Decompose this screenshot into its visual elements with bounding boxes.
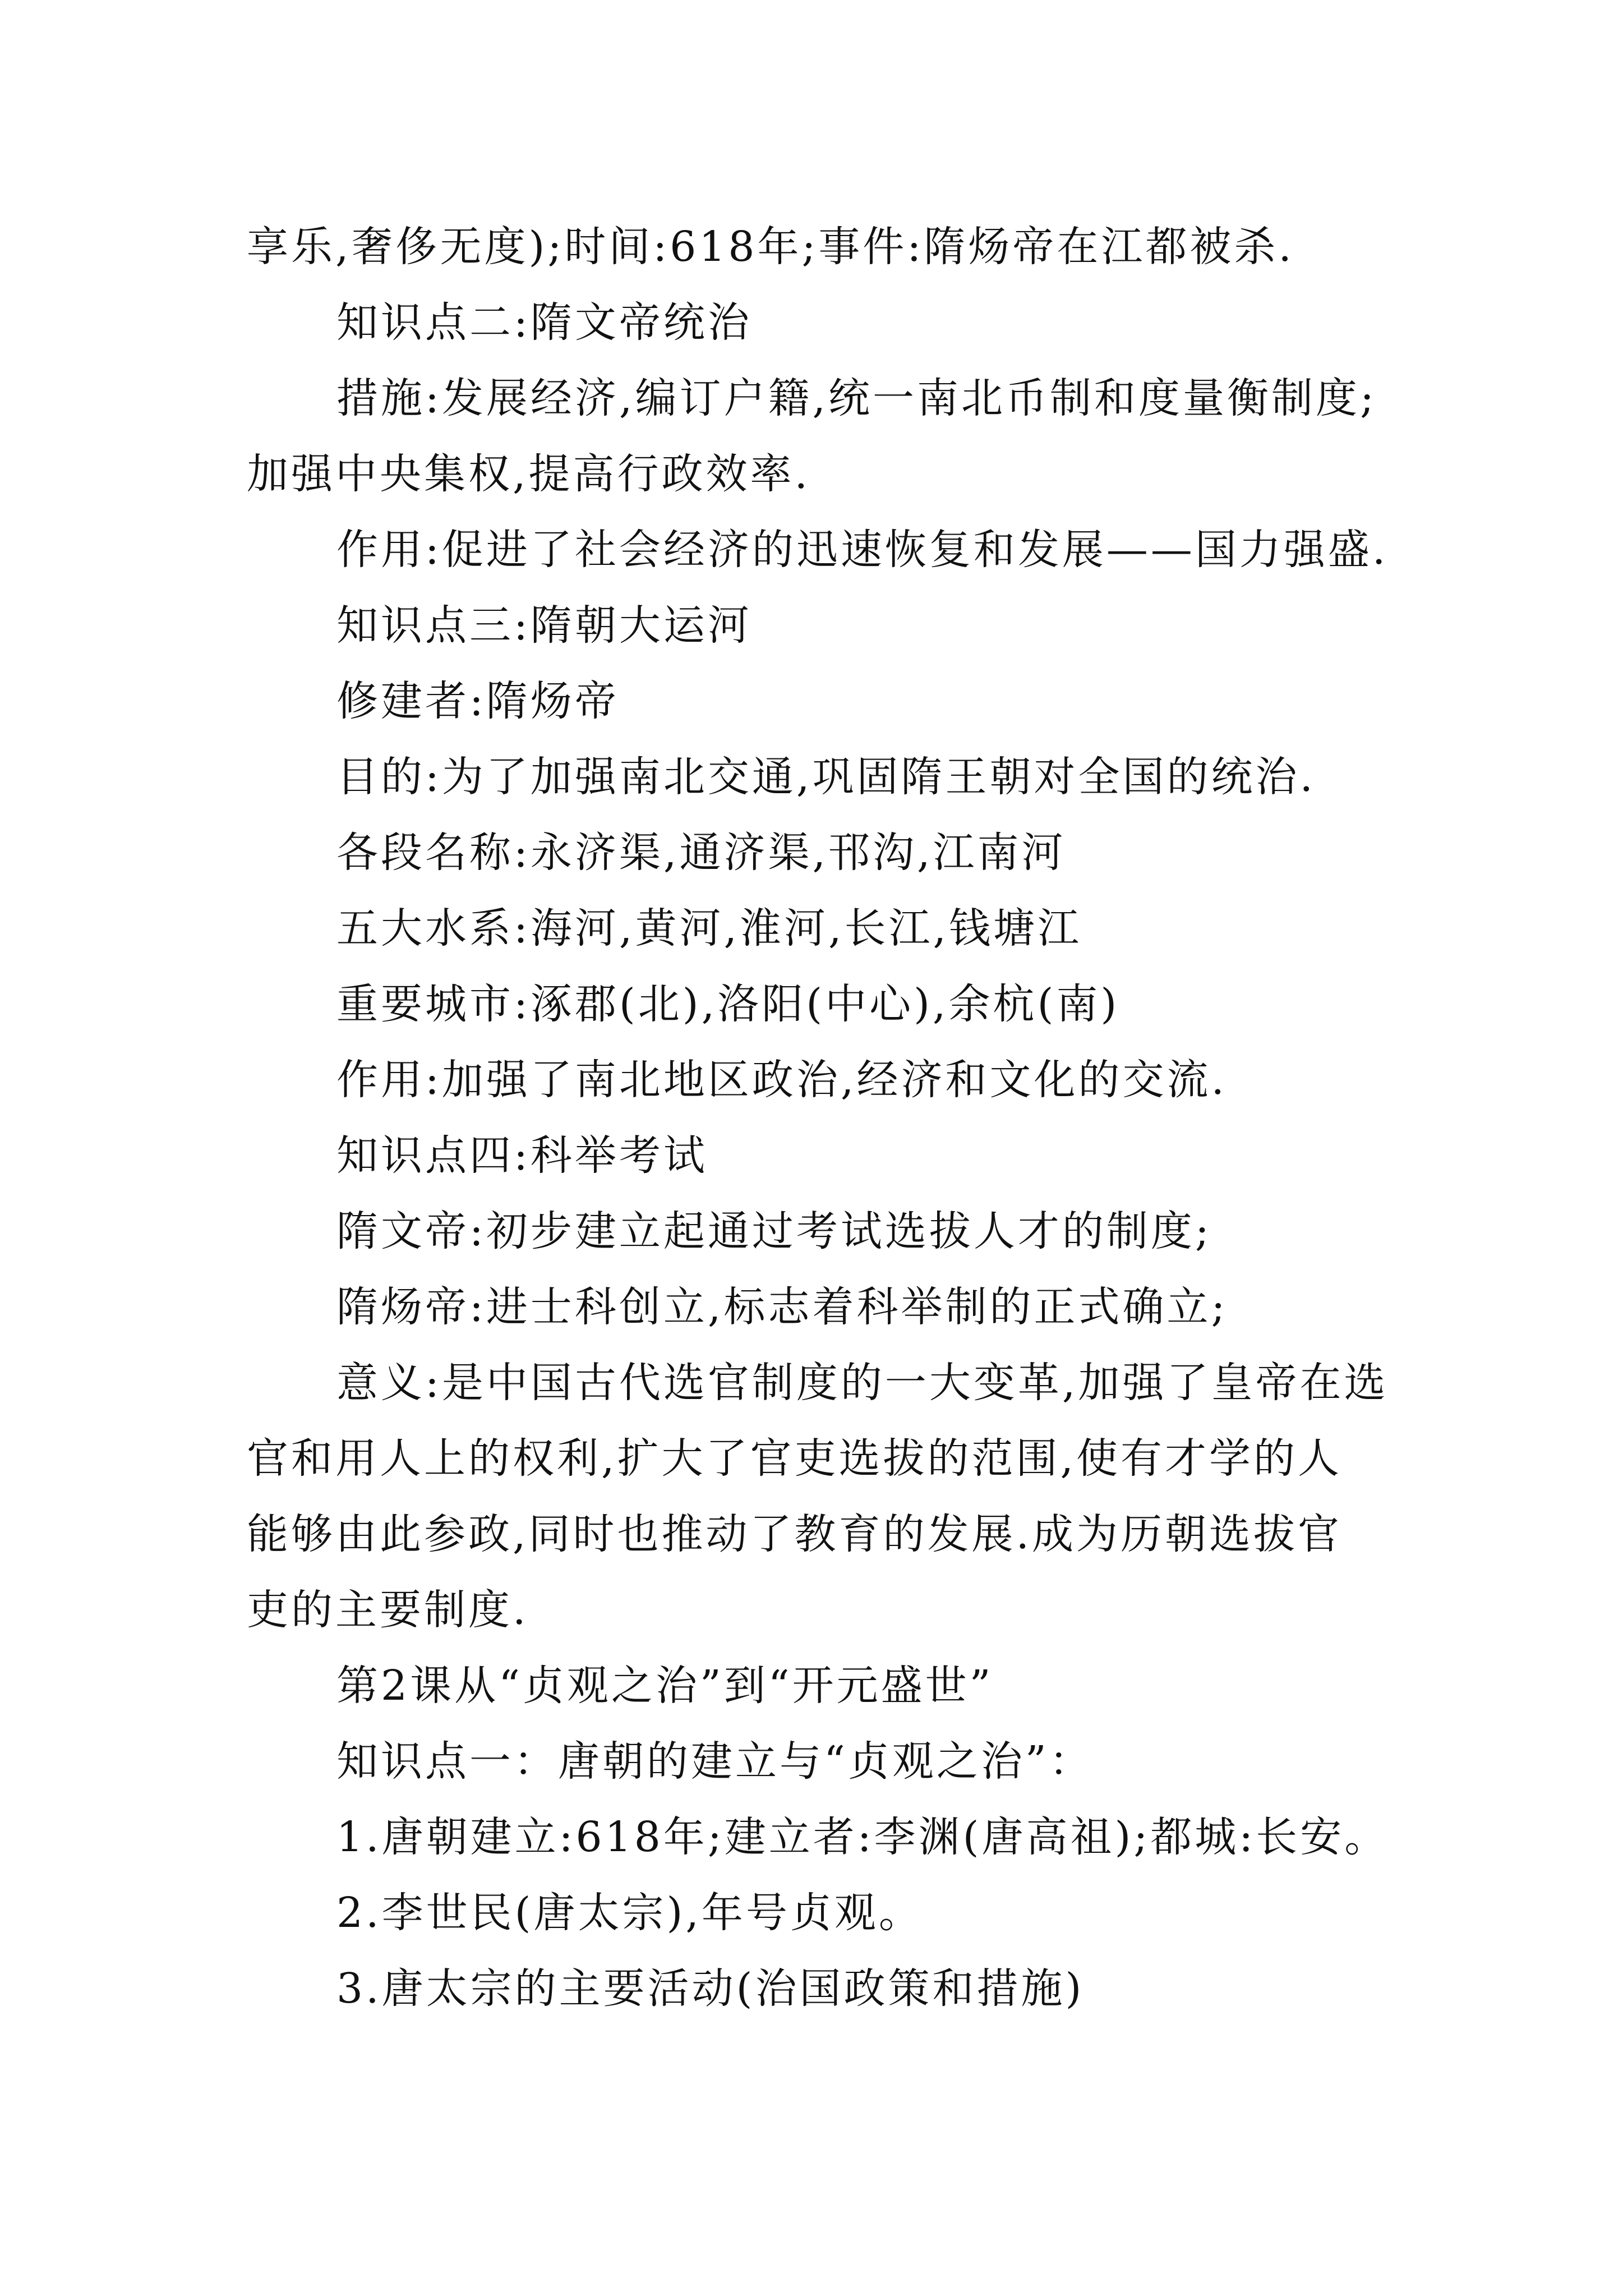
text-line: 能够由此参政,同时也推动了教育的发展.成为历朝选拔官 [247,1510,1343,1558]
section-heading: 知识点一：唐朝的建立与“贞观之治”： [336,1737,1094,1786]
list-item: 3.唐太宗的主要活动(治国政策和措施) [336,1964,1085,2013]
text-line: 目的:为了加强南北交通,巩固隋王朝对全国的统治. [336,753,1316,801]
text-line: 各段名称:永济渠,通济渠,邗沟,江南河 [336,829,1066,877]
section-heading: 知识点二:隋文帝统治 [336,298,752,347]
text-line: 享乐,奢侈无度);时间:618年;事件:隋炀帝在江都被杀. [247,223,1294,271]
text-line: 措施:发展经济,编订户籍,统一南北币制和度量衡制度; [336,374,1377,422]
text-line: 隋文帝:初步建立起通过考试选拔人才的制度; [336,1207,1212,1255]
section-heading: 知识点三:隋朝大运河 [336,601,752,650]
section-heading: 知识点四:科举考试 [336,1131,708,1180]
text-line: 作用:加强了南北地区政治,经济和文化的交流. [336,1056,1227,1104]
list-item: 1.唐朝建立:618年;建立者:李渊(唐高祖);都城:长安。 [336,1813,1389,1861]
text-line: 加强中央集权,提高行政效率. [247,450,811,498]
text-line: 官和用人上的权利,扩大了官吏选拔的范围,使有才学的人 [247,1434,1343,1483]
lesson-title: 第2课从“贞观之治”到“开元盛世” [336,1662,994,1710]
text-line: 五大水系:海河,黄河,淮河,长江,钱塘江 [336,904,1082,953]
text-line: 修建者:隋炀帝 [336,677,619,725]
text-line: 重要城市:涿郡(北),洛阳(中心),余杭(南) [336,980,1120,1028]
list-item: 2.李世民(唐太宗),年号贞观。 [336,1889,923,1937]
text-line: 作用:促进了社会经济的迅速恢复和发展——国力强盛. [336,526,1389,574]
text-line: 意义:是中国古代选官制度的一大变革,加强了皇帝在选 [336,1359,1389,1407]
text-line: 吏的主要制度. [247,1586,529,1634]
text-line: 隋炀帝:进士科创立,标志着科举制的正式确立; [336,1283,1228,1331]
